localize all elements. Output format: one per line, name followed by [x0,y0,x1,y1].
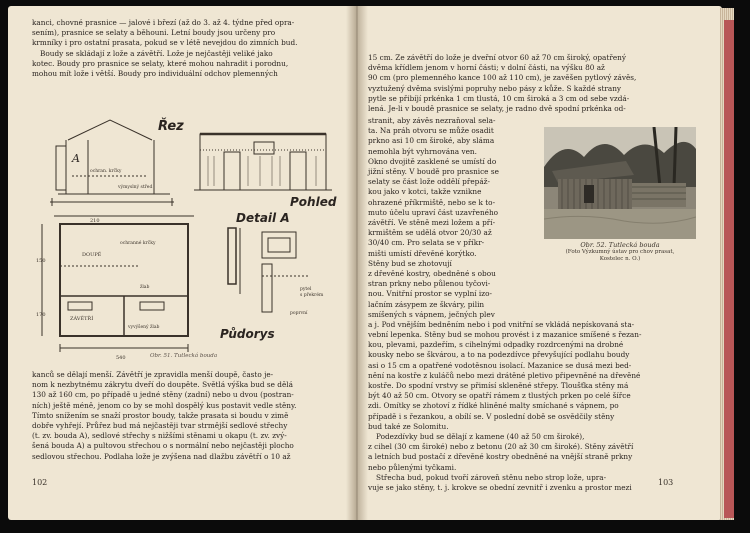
text-line: stranit, aby závěs nezraňoval sela- [368,116,496,125]
dimension-c: 170 [36,312,46,318]
elevation-view [194,134,332,190]
text-line: zdi. Omítky se zhotoví z řídké hliněné malty smíchané s vápnem, po [368,401,619,411]
dimension-total: 540 [116,355,126,361]
text-line: lená. Je-li v boudě prasnice se selaty, je radno dvě spodní prkénka od- [368,104,626,114]
photo-caption: Obr. 52. Tutlecká bouda [580,241,660,249]
right-bottom-text [368,330,641,493]
text-line: kotec. Boudy pro prasnice se selaty, které mohou nahradit i porodnu, [32,58,289,68]
detail-note-2: s překrém [300,293,324,298]
text-line: 15 cm. Ze závětří do lože je dveřní otvor 60 až 70 cm široký, opatřený [368,53,626,62]
dimension-a: 210 [90,218,100,224]
text-line: prkno asi 10 cm široké, aby sláma [368,136,495,146]
text-line: z dřevěné kostry, obedněné s obou [368,269,496,279]
section-note: ochran. krčky [90,169,122,174]
section-title: Řez [158,119,184,134]
text-line: kostře. Do spodní vrstvy se přimísí skleněné střepy. Tloušťka stěny má [368,381,629,391]
photo-pig-house [544,127,696,239]
dimension-b: 150 [36,258,46,264]
text-line: bud také ze Solomitu. [368,421,449,431]
text-line: vební lepenka. Stěny bud se mohou provést i z mazanice smíšené s řezan- [368,330,642,339]
text-line: stran prkny nebo půlenou tyčovi- [368,279,491,289]
text-line: 90 cm (pro plemenného kance 100 až 110 cm), je zavěšen pytlový závěs, [368,73,637,83]
right-page [356,6,722,520]
detail-note-1: pytel [300,287,312,292]
text-line: případě i s řezankou, a obílí se. V poslední době se osvědčily stěny [368,411,615,421]
text-line: muto účelu upraví část uzavřeného [368,207,499,217]
text-line: kanci, chovné prasnice — jalové i březí (až do 3. až 4. týdne před opra- [32,18,295,27]
text-line: ohrazené příkrmiště, nebo se k to- [368,197,496,207]
left-top-text [32,18,298,79]
text-line: nebo půlenými tyčkami. [368,462,457,472]
text-line: ta. Na práh otvoru se může osadit [368,126,494,136]
text-line: nění na kostře z kuláčů nebo mezi drátěné pletivo připevněné na dřevěné [368,370,641,380]
text-line: vyztužený dvěma svislými popruhy nebo pásy z kůže. S každé strany [368,83,622,93]
page-number-left: 102 [32,478,48,487]
text-line: šená bouda A) a pultovou střechou o s normální nebo nejčastěji plocho [32,441,294,451]
text-line: z cihel (30 cm široké) nebo z betonu (20 až 30 cm široké). Stěny závětří [368,442,634,452]
text-line: kou jako v kotci, takže vznikne [368,187,482,197]
text-line: lačním zásypem ze škváry, pilin [368,299,485,309]
text-line: kou, plevami, pazdeřím, s cihelnými odpadky rozdrcenými na drobné [368,340,624,350]
text-line: jižní stěny. V boudě pro prasnice se [368,167,499,177]
text-line: Boudy se skládají z lože a závětří. Lože je nejčastěji veliké jako [40,48,273,58]
text-line: závětří. Ve stěně mezi ložem a pří- [368,218,496,228]
left-bottom-text [32,370,296,462]
text-line: Tímto snížením se snaží prostor boudy, takže prasata si boudu v zimě [32,410,289,420]
text-line: selaty se část lože oddělí přepáž- [368,177,490,187]
text-line: mohou mít lože i větší. Boudy pro individuální odchov plemenných [32,69,278,79]
text-line: asi o 15 cm a opatřené vodotěsnou isolací. Mazanice se dusá mezi bed- [368,360,632,370]
text-line: krmištěm se udělá otvor 20/30 až [368,228,492,238]
text-line: Stěny bud se zhotovují [368,258,452,268]
text-line: dobře vyhřejí. Průřez bud má nejčastěji tvar strmější sedlové střechy [32,421,288,431]
plan-room-1: DOUPĚ [82,252,102,258]
detail-note-3: poprvní [290,311,308,316]
text-line: sením), prasnice se selaty a běhouni. Letní boudy jsou určeny pro [32,28,276,38]
text-line: kousky nebo se škvárou, a to na podezdívce převyšující podlahu boudy [368,350,630,360]
architectural-drawing [28,116,346,364]
figure-caption: Obr. 51. Tutlecká bouda [150,353,218,359]
text-line: krmníky i pro ostatní prasata, pokud se v létě nevejdou do zimních bud. [32,38,298,48]
text-line: nou. Vnitřní prostor se vyplní izo- [368,289,492,299]
text-line: vuje se jako stěny, t. j. krokve se obední zevnitř i zvenku a prostor mezi [368,483,632,493]
text-line: 30/40 cm. Pro selata se v příkr- [368,238,485,248]
text-line: Okno dvojitě zasklené se umístí do [368,156,497,166]
plan-view [42,216,194,352]
detail-title: Detail A [236,211,290,225]
text-line: dvěma křídlem jenom v horní části; v dolní části, na výšku 80 až [368,63,605,73]
detail-view [228,228,308,312]
text-line: mišti umístí dřevěné korýtko. [368,248,477,258]
photo-credit: (Foto Výzkumný ústav pro chov prasat, Kostelec n. O.) [565,249,675,262]
text-line: kanců se dělají menší. Závětří je zpravidla menší doupě, často je- [32,370,274,379]
text-line: Střecha bud, pokud tvoří zároveň stěnu nebo strop lože, upra- [376,472,607,482]
text-line: být 40 až 50 cm. Otvory se opatří rámem z tlustých prken po celé šířce [368,391,631,401]
plan-title: Půdorys [220,327,275,341]
photo-caption-block [544,242,696,263]
text-line: sedlovou střechou. Podlaha lože je zvýšena nad dlažbu závětří o 10 až [32,451,291,461]
plan-note-1: ochranné krčky [120,241,156,246]
red-page-edge [724,20,734,518]
plan-note-2: žlab [140,285,150,290]
page-number-right: 103 [658,478,674,487]
text-line: a j. Pod vnějším bedněním nebo i pod vnitřní se vkládá nepískovaná sta- [368,320,635,330]
section-view [50,120,174,206]
right-top-text [368,53,636,114]
left-page [8,6,356,520]
plan-note-3: vyvýšený žlab [128,325,160,330]
section-note-2: výmyslný střed [118,185,153,190]
plan-room-2: ZÁVĚTŘÍ [70,316,94,322]
label-a: A [72,152,80,165]
text-line: a letních bud postačí z dřevěné kostry obedněné na vnější straně prkny [368,452,633,462]
text-line: pytle se přibíjí prkénka 1 cm tlustá, 10 cm široká a 3 cm od sebe vzdá- [368,93,630,103]
text-line: nom k nezbytnému zákrytu dveří do doupěte. Světlá výška bud se dělá [32,380,293,390]
text-line: smíšených s vápnem, ječných plev [368,309,495,319]
text-line: nemohla být vyhrnována ven. [368,146,477,156]
text-line: ních) ještě méně, jenom co by se mohl dospělý kus postavit vedle stěny. [32,400,297,410]
text-line: (t. zv. bouda A), sedlové střechy s nižšími stěnami u okapu (t. zv. zvý- [32,431,287,441]
text-line: 130 až 160 cm, po případě u jedné stěny (zadní) nebo u dvou (postran- [32,390,294,400]
text-line: Podezdívky bud se dělají z kamene (40 až 50 cm široké), [376,432,585,442]
elevation-title: Pohled [290,195,337,209]
